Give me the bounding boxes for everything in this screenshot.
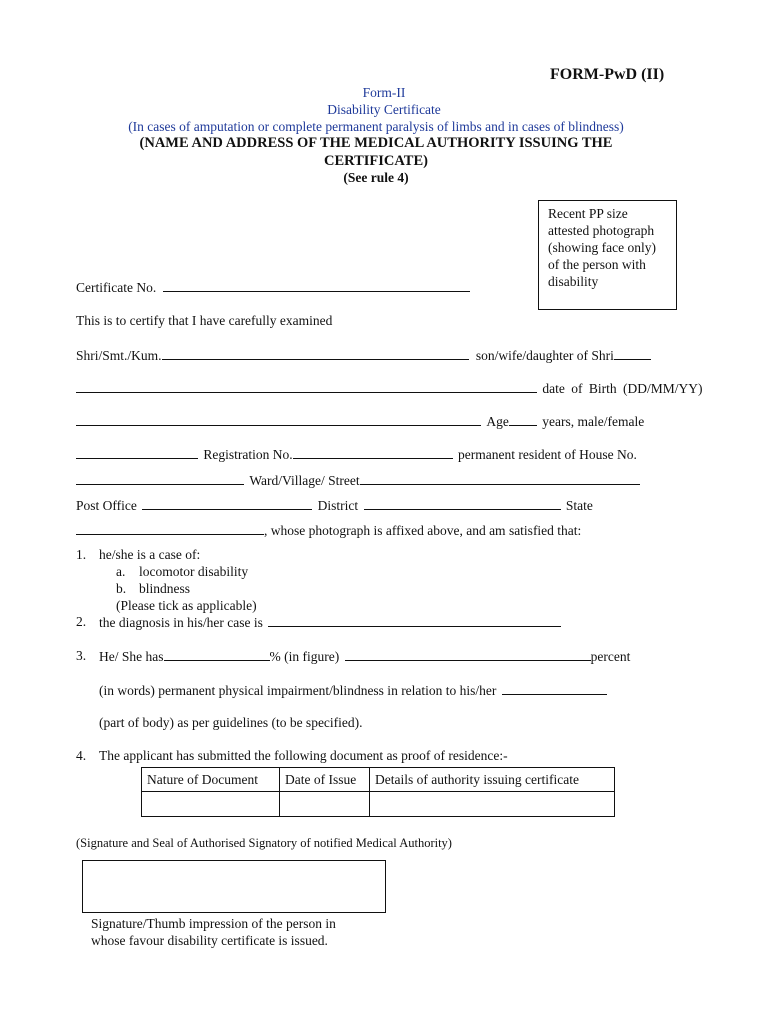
item-1a-marker: a. xyxy=(116,564,126,579)
house-no-field[interactable] xyxy=(76,472,244,485)
certificate-title: Disability Certificate xyxy=(327,102,441,117)
post-office-field[interactable] xyxy=(142,497,312,510)
table-header-nature: Nature of Document xyxy=(142,768,280,792)
certify-text: This is to certify that I have carefully examined xyxy=(76,313,333,328)
certificate-no-field[interactable] xyxy=(163,279,470,292)
scope-note: (In cases of amputation or complete permanent paralysis of limbs and in cases of blindness) xyxy=(128,119,624,134)
dob-row xyxy=(76,380,702,397)
diagnosis-field[interactable] xyxy=(268,614,561,627)
item-4-number: 4. xyxy=(76,748,87,763)
table-header-row xyxy=(142,768,615,792)
item-1a-text[interactable]: locomotor disability xyxy=(139,564,249,579)
thumb-caption-line-2: whose favour disability certificate is issued. xyxy=(91,933,328,948)
percent-figure-field[interactable] xyxy=(164,648,270,661)
resident-label: permanent resident of House No. xyxy=(458,447,637,462)
state-row xyxy=(76,522,581,539)
age-field[interactable] xyxy=(509,413,537,426)
state-field[interactable] xyxy=(76,522,264,535)
name-field[interactable] xyxy=(162,347,469,360)
item-1b-text[interactable]: blindness xyxy=(139,581,191,596)
son-of-label: son/wife/daughter of Shri xyxy=(475,348,614,363)
item-4-text: The applicant has submitted the following document as proof of residence:- xyxy=(99,748,508,763)
table-cell-authority[interactable] xyxy=(370,792,615,817)
item-1-number: 1. xyxy=(76,547,87,562)
dob-field[interactable] xyxy=(76,413,481,426)
ward-label: Ward/Village/ Street xyxy=(249,473,360,488)
item-1-note: (Please tick as applicable) xyxy=(116,598,257,613)
item-2-number: 2. xyxy=(76,614,87,629)
photograph-box[interactable]: Recent PP size attested photograph (showing face only) of the person with disability xyxy=(538,200,677,310)
table-cell-date[interactable] xyxy=(280,792,370,817)
registration-field[interactable] xyxy=(293,446,453,459)
certificate-no-label: Certificate No. xyxy=(76,280,157,295)
age-label: Age xyxy=(486,414,509,429)
registration-row xyxy=(76,446,637,463)
gender-field[interactable] xyxy=(76,446,198,459)
table-row xyxy=(142,792,615,817)
item-2-row xyxy=(99,614,561,631)
item-3-figure-label: % (in figure) xyxy=(269,649,340,664)
registration-label: Registration No. xyxy=(203,447,293,462)
item-3-words-row xyxy=(99,682,607,699)
photo-affixed-text: , whose photograph is affixed above, and am satisfied that: xyxy=(264,523,582,538)
years-label: years, male/female xyxy=(542,414,645,429)
post-office-label: Post Office xyxy=(76,498,137,513)
table-header-authority: Details of authority issuing certificate xyxy=(370,768,615,792)
item-3-percent: percent xyxy=(590,649,631,664)
signature-seal-caption: (Signature and Seal of Authorised Signatory of notified Medical Authority) xyxy=(76,836,452,850)
rule-reference: (See rule 4) xyxy=(343,170,409,185)
item-3-pre: He/ She has xyxy=(99,649,164,664)
item-1-text: he/she is a case of: xyxy=(99,547,201,562)
post-office-row xyxy=(76,497,593,514)
table-cell-nature[interactable] xyxy=(142,792,280,817)
signature-thumb-box[interactable] xyxy=(82,860,386,913)
body-part-field[interactable] xyxy=(502,682,607,695)
district-field[interactable] xyxy=(364,497,561,510)
dob-label: date of Birth (DD/MM/YY) xyxy=(542,381,703,396)
item-3-body: (part of body) as per guidelines (to be specified). xyxy=(99,715,363,730)
authority-line-2: CERTIFICATE) xyxy=(324,153,428,169)
residence-proof-table xyxy=(141,767,615,817)
form-code: FORM-PwD (II) xyxy=(550,66,665,83)
item-3-row xyxy=(99,648,630,665)
percent-words-field[interactable] xyxy=(345,648,591,661)
item-1b-marker: b. xyxy=(116,581,127,596)
name-row xyxy=(76,347,651,364)
authority-line-1: (NAME AND ADDRESS OF THE MEDICAL AUTHORITY ISSUING THE xyxy=(139,135,613,151)
age-row xyxy=(76,413,644,430)
table-header-date: Date of Issue xyxy=(280,768,370,792)
item-3-words: (in words) permanent physical impairment/blindness in relation to his/her xyxy=(99,683,497,698)
item-3-number: 3. xyxy=(76,648,87,663)
father-name-field[interactable] xyxy=(614,347,651,360)
item-2-text: the diagnosis in his/her case is xyxy=(99,615,263,630)
ward-field[interactable] xyxy=(360,472,640,485)
certificate-no-row xyxy=(76,279,470,296)
form-number: Form-II xyxy=(362,85,406,100)
thumb-caption-line-1: Signature/Thumb impression of the person in xyxy=(91,916,336,931)
father-name-continued-field[interactable] xyxy=(76,380,537,393)
district-label: District xyxy=(317,498,359,513)
state-label: State xyxy=(565,498,593,513)
shri-label: Shri/Smt./Kum. xyxy=(76,348,162,363)
ward-row xyxy=(76,472,640,489)
